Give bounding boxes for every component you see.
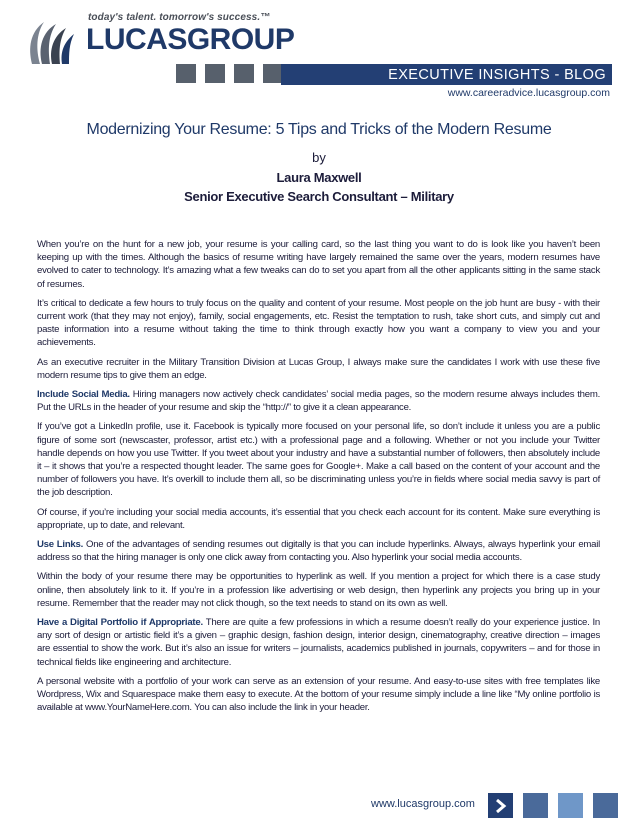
paragraph-linkedin: If you’ve got a LinkedIn profile, use it. Facebook is typically more focused on your personal life, so don’t include it unless you are a public figure of some sort (newscaster, professor, artist etc.) with a professional page and a following. Whether or not you include your Twitter handle depends on how you use Twitter. If you tweet about your industry and have a substantial number of followers, then absolutely include it – it shows that you’re a respected thought leader. The same goes for Google+. Make a call based on the content of your account and the number of followers you have. It’s overkill to include them all, so be discriminating unless you’re in fields where social media savvy is part of the job description. [37,421,600,499]
paragraph-personal-website: A personal website with a portfolio of your work can serve as an extension of your resume. And easy-to-use sites with free templates like Wordpress, Wix and Squarespace make them easy to execute. At the bottom of your resume simply include a line like “My online portfolio is available at www.YourNameHere.com. You can also include the link in your header. [37,675,600,714]
next-page-button[interactable] [488,793,513,818]
chevron-right-icon [495,799,507,813]
paragraph-recruiter: As an executive recruiter in the Military Transition Division at Lucas Group, I always make sure the candidates I work with use these five modern resume tips to give them an edge. [37,356,600,381]
paragraph-intro: When you’re on the hunt for a new job, your resume is your calling card, so the last thing you want to do is look like you haven’t been keeping up with the times. Although the basics of resume writing have largely remained the same over the years, modern resumes have evolved to cater to technology. It’s amazing what a few tweaks can do to set you apart from all the other applicants sitting in the same stack of resumes. [37,239,600,290]
blog-banner: EXECUTIVE INSIGHTS - BLOG [281,64,612,85]
logo-swoosh-icon [22,18,84,66]
tip-text: Hiring managers now actively check candidates’ social media pages, so the modern resume always includes them. Put the URLs in the header of your resume and skip the “http://” to give it a clean appearance. [37,389,600,414]
article-title: Modernizing Your Resume: 5 Tips and Tricks of the Modern Resume [86,121,552,138]
paragraph-dedicate: It’s critical to dedicate a few hours to truly focus on the quality and content of your resume. Most people on the job hunt are busy - with their current work (that they may not enjoy), family, social engagements, etc. Resist the temptation to rush, take short cuts, and simply cut and paste information into a resume without taking the time to think through exactly how you want a company to view you and your achievements. [37,297,600,349]
tip-use-links [37,538,600,564]
tip-heading: Use Links. [37,539,84,551]
logo-wordmark: LUCASGROUP [86,23,295,56]
tip-heading: Have a Digital Portfolio if Appropriate. [37,617,203,629]
article-body [37,238,600,721]
footer-url-link[interactable]: www.lucasgroup.com [371,798,475,810]
company-logo [22,4,295,66]
tagline: today's talent. tomorrow's success.™ [88,12,271,23]
decor-square [176,64,196,83]
author-name: Laura Maxwell [276,170,362,185]
paragraph-check-accounts: Of course, if you’re including your social media accounts, it’s essential that you check each account for its content. Make sure everything is appropriate, up to date, and relevant. [37,506,600,531]
tip-heading: Include Social Media. [37,389,130,401]
footer-decor-square [593,793,618,818]
header-decoration [176,64,283,83]
byline-by: by [312,150,326,165]
tip-digital-portfolio [37,616,600,669]
decor-square [234,64,254,83]
tip-social-media [37,388,600,414]
author-position: Senior Executive Search Consultant – Military [184,189,454,204]
paragraph-within-body: Within the body of your resume there may be opportunities to hyperlink as well. If you mention a project for which there is a case study online, then absolutely link to it. If you’re in a profession like advertising or web design, then hyperlink any projects you bring up in your resume. Remember that the reader may not click though, so the text needs to stand on its own as well. [37,571,600,609]
decor-square [205,64,225,83]
tip-text: One of the advantages of sending resumes out digitally is that you can include hyperlinks. Always, always hyperlink your email address so that the hiring manager is only one click away from contacting you. Also hyperlink your social media accounts. [37,539,600,564]
footer-decor-square [523,793,548,818]
footer-decor-square [558,793,583,818]
tip-text: There are quite a few professions in which a resume doesn’t really do your experience justice. In any sort of design or artistic field it’s a given – graphic design, fashion design, interior design, cinematography, creative direction – images are essential to show the work. But it’s also an issue for writers – journalists, academics published in journals, copywriters – and for those in technical fields like engineering and architecture. [37,617,600,668]
footer-nav [488,793,618,818]
decor-square [263,64,283,83]
header-url-link[interactable]: www.careeradvice.lucasgroup.com [447,87,610,99]
